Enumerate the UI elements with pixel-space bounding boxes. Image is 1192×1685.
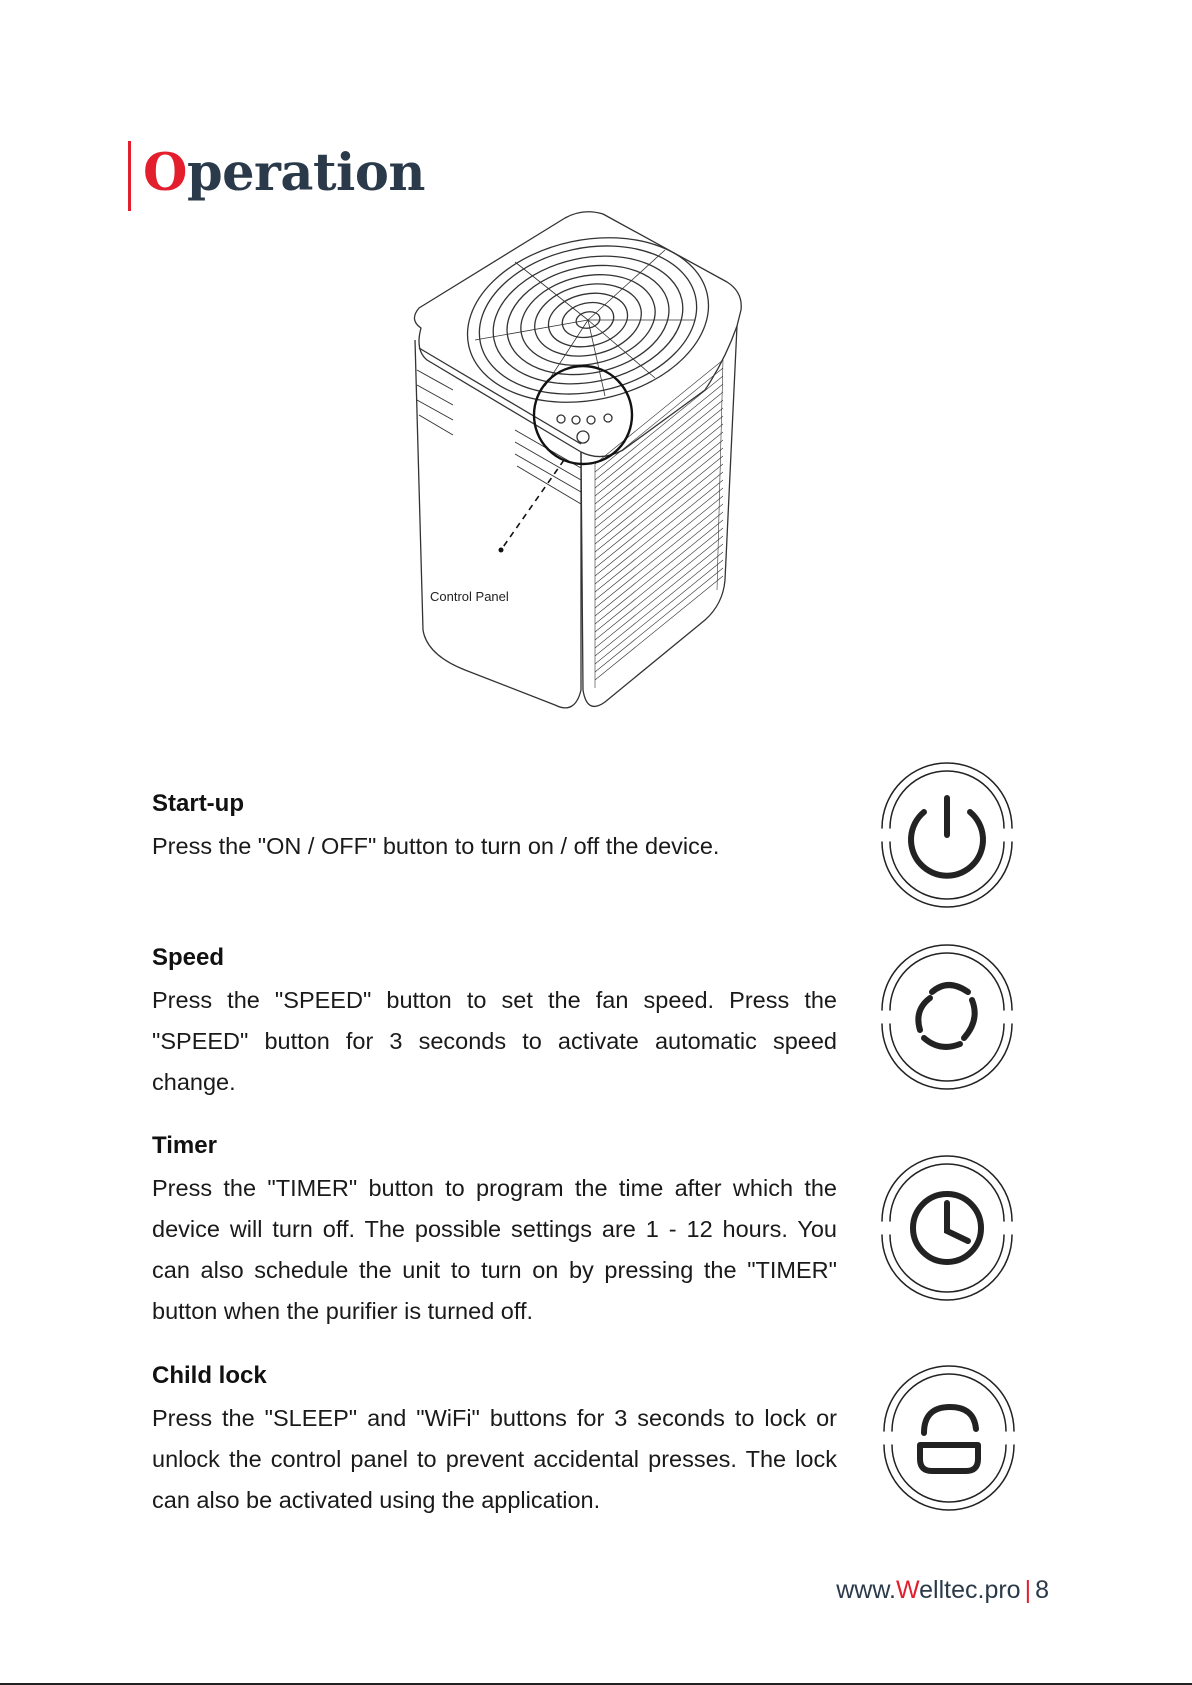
footer-url-accent: W [895,1576,920,1604]
section-timer [152,1128,837,1332]
control-panel-label: Control Panel [430,589,509,604]
section-speed [152,940,837,1103]
fan-speed-icon [872,942,1022,1092]
page-title-rest: peration [186,143,425,203]
section-body: Press the "ON / OFF" button to turn on / off the device. [152,833,720,859]
section-body: Press the "TIMER" button to program the time after which the device will turn off. The possible settings are 1 - 12 hours. You can also schedule the unit to turn on by pressing the "TIMER" button when the purifier is turned off. [152,1175,837,1324]
page-number: 8 [1035,1576,1049,1604]
footer-separator: | [1024,1576,1032,1604]
clock-icon [872,1153,1022,1303]
section-heading: Timer [152,1132,217,1159]
section-child-lock [152,1358,837,1521]
unlock-icon [874,1363,1024,1513]
section-start-up [152,786,837,867]
page-footer [836,1576,1049,1605]
section-body: Press the "SPEED" button to set the fan speed. Press the "SPEED" button for 3 seconds to activate automatic speed change. [152,987,837,1095]
section-heading: Start-up [152,790,244,817]
air-purifier-illustration [405,210,785,720]
title-accent-bar [128,141,131,211]
page-title-initial: O [143,143,187,203]
footer-url-prefix: www. [836,1576,896,1604]
section-heading: Child lock [152,1362,267,1389]
page-title [143,138,425,208]
footer-url-rest: elltec.pro [919,1576,1021,1604]
power-icon [872,760,1022,910]
section-heading: Speed [152,944,225,971]
section-body: Press the "SLEEP" and "WiFi" buttons for 3 seconds to lock or unlock the control panel to prevent accidental presses. The lock can also be activated using the application. [152,1405,837,1513]
